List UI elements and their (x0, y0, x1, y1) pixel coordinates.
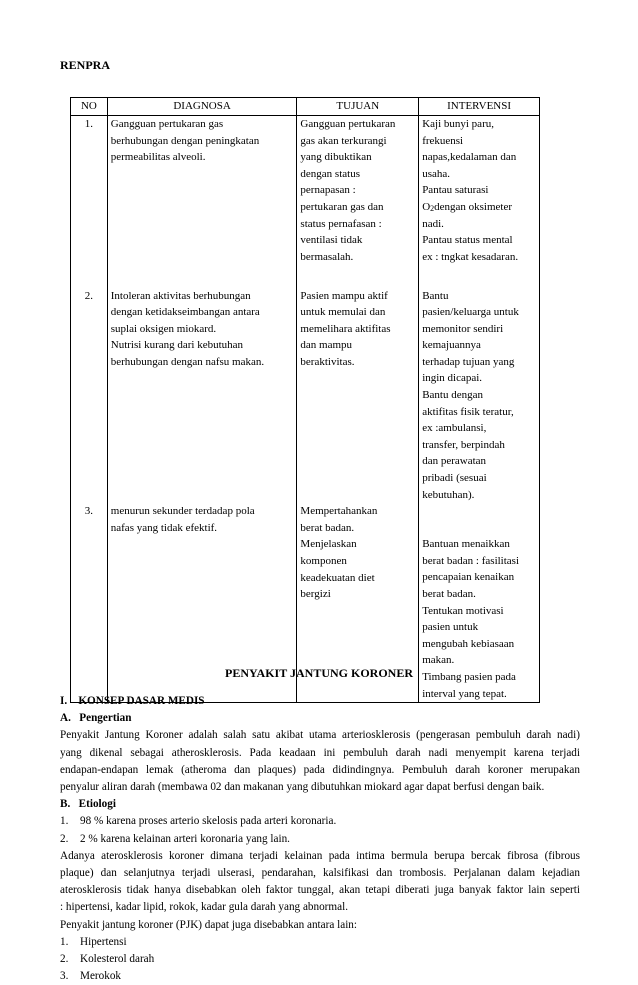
cell-line: bermasalah. (300, 250, 354, 263)
cell-line: ventilasi tidak (300, 234, 363, 247)
text-line: endapan-endapan lemak (atheroma dan plaques) pada didindingnya. Pembuluh darah koroner merupakan (60, 763, 580, 776)
list-text: 2 % karena kelainan arteri koronaria yang lain. (80, 832, 290, 845)
header-tujuan: TUJUAN (297, 98, 419, 116)
aterosklerosis-paragraph (60, 848, 580, 917)
list-number: 1. (60, 935, 69, 948)
cell-line: makan. (422, 654, 455, 667)
list-text: Hipertensi (80, 935, 127, 948)
list-number: 2. (60, 953, 69, 966)
cell-line: pernapasan : (300, 184, 356, 197)
cell-line: Timbang pasien pada (422, 670, 516, 683)
body-section (60, 693, 580, 985)
cell-line: Nutrisi kurang dari kebutuhan (110, 339, 244, 352)
list-number: 2. (60, 832, 69, 845)
text-line: Adanya aterosklerosis koroner dimana terjadi kelainan pada intima bermula berupa bercak fibrosa (fibrous (60, 849, 580, 862)
cell-line: Bantu dengan (422, 389, 483, 402)
cell-line: dan perawatan (422, 455, 487, 468)
cell-line: dengan status (300, 167, 360, 180)
cell-line: ex : tngkat kesadaran. (422, 250, 519, 263)
cell-line: Menjelaskan (300, 538, 357, 551)
list-number: 1. (60, 815, 69, 828)
cell-line: kemajuannya (422, 339, 481, 352)
cell-line: Gangguan pertukaran gas (110, 118, 224, 130)
table-header-row (71, 98, 540, 116)
cell-line: napas,kedalaman dan (422, 151, 517, 164)
cell-line: dengan ketidakseimbangan antara (110, 306, 260, 319)
renpra-title: RENPRA (60, 58, 110, 72)
cell-line: Mempertahankan (300, 505, 378, 518)
cell-line: pasien/keluarga untuk (422, 306, 519, 319)
text-line: yang dikenal sebagai atherosklerosis. Pada keadaan ini pembuluh darah nadi menyempit karena terjadi (60, 746, 580, 759)
cell-line: berhubungan dengan peningkatan (110, 134, 260, 147)
cell-line: Kaji bunyi paru, (422, 118, 494, 130)
cell-line: aktifitas fisik teratur, (422, 405, 514, 418)
tujuan-cell (297, 288, 419, 504)
diagnosa-cell (107, 116, 297, 288)
cell-line: Bantuan menaikkan (422, 538, 510, 551)
list-item (60, 831, 580, 848)
main-title: PENYAKIT JANTUNG KORONER (224, 666, 414, 680)
cell-line: kebutuhan). (422, 488, 475, 501)
cell-line: Pasien mampu aktif (300, 289, 388, 302)
cell-line: bergizi (300, 588, 331, 601)
cell-line: Tentukan motivasi (422, 604, 504, 617)
text-line: penyalur aliran darah (membawa 02 dan makanan yang dibutuhkan miokard agar dapat berfusi dengan baik. (60, 781, 545, 794)
row-number: 3. (71, 503, 108, 702)
cell-line: ingin dicapai. (422, 372, 483, 385)
pengertian-paragraph (60, 727, 580, 796)
cell-line: memonitor sendiri (422, 322, 504, 335)
cell-spacer (422, 503, 536, 536)
cell-line: pasien untuk (422, 621, 479, 634)
header-diagnosa: DIAGNOSA (107, 98, 297, 116)
intervensi-cell (419, 288, 540, 504)
cell-line: Bantu (422, 289, 449, 302)
cell-line: Gangguan pertukaran (300, 118, 396, 130)
cell-line: Intoleran aktivitas berhubungan (110, 289, 251, 302)
list-item (60, 968, 580, 985)
text-line: aterosklerosis tidak hanya disebabkan oleh faktor tunggal, akan tetapi diberati juga banyak faktor lain seperti (60, 884, 580, 897)
cell-line: terhadap tujuan yang (422, 355, 515, 368)
cell-line: frekuensi (422, 134, 464, 147)
text-line: : hipertensi, kadar lipid, rokok, kadar gula darah yang abnormal. (60, 901, 348, 914)
diagnosa-cell (107, 288, 297, 504)
header-intervensi: INTERVENSI (419, 98, 540, 116)
list-item (60, 951, 580, 968)
o2-line: $O_2dengan$ oksimeter (422, 200, 513, 213)
list-item (60, 934, 580, 951)
cell-line: komponen (300, 555, 347, 567)
cell-line: pencapaian kenaikan (422, 571, 515, 584)
cell-line: pribadi (sesuai (422, 472, 487, 485)
cell-line: menurun sekunder terdadap pola (110, 505, 255, 518)
cell-line: status pernafasan : (300, 217, 382, 230)
cell-line: transfer, berpindah (422, 438, 505, 451)
table-row (71, 116, 540, 288)
list-text: 98 % karena proses arterio skelosis pada arteri koronaria. (80, 815, 337, 828)
intervensi-cell (419, 116, 540, 288)
cell-line: nadi. (422, 217, 444, 230)
cell-line: suplai oksigen miokard. (110, 322, 217, 335)
tujuan-cell (297, 116, 419, 288)
cell-line: usaha. (422, 167, 450, 180)
cell-line: mengubah kebiasaan (422, 637, 515, 650)
row-number: 1. (71, 116, 108, 288)
table-row (71, 288, 540, 504)
cell-line: yang dibuktikan (300, 151, 372, 164)
text-line: plaque) dan selanjutnya terjadi ulserasi, pendarahan, kalsifikasi dan trombosis. Perjalanan dalam kejadian (60, 867, 580, 880)
cell-line: permeabilitas alveoli. (110, 151, 206, 164)
cell-line: berat badan. (422, 588, 476, 600)
row-number: 2. (71, 288, 108, 504)
cell-line: nafas yang tidak efektif. (110, 521, 218, 534)
cell-line: keadekuatan diet (300, 571, 375, 584)
cell-line: untuk memulai dan (300, 306, 386, 319)
list-text: Merokok (80, 970, 122, 983)
cell-line: berhubungan dengan nafsu makan. (110, 355, 265, 368)
cell-line: dan mampu (300, 339, 353, 352)
cell-line: memelihara aktifitas (300, 322, 391, 335)
list-text: Kolesterol darah (80, 953, 155, 966)
subsection-heading: B. Etiologi (60, 798, 116, 811)
text-line: Penyakit Jantung Koroner adalah salah satu akibat utama arteriosklerosis (pengerasan pembuluh darah nadi) (60, 729, 580, 742)
renpra-table (70, 97, 540, 703)
section-heading: I. KONSEP DASAR MEDIS (60, 695, 205, 707)
cell-line: Pantau saturasi (422, 184, 489, 197)
list-item (60, 813, 580, 830)
cell-line: berat badan. (300, 521, 355, 534)
list-number: 3. (60, 970, 69, 983)
cell-line: ex :ambulansi, (422, 422, 487, 435)
pjk-intro: Penyakit jantung koroner (PJK) dapat juga disebabkan antara lain: (60, 918, 358, 931)
cell-line: Pantau status mental (422, 234, 513, 247)
cell-line: pertukaran gas dan (300, 200, 384, 213)
subsection-heading: A. Pengertian (60, 712, 132, 725)
cell-line: gas akan terkurangi (300, 134, 387, 147)
cell-line: interval yang tepat. (422, 687, 507, 700)
cell-line: berat badan : fasilitasi (422, 554, 520, 567)
cell-line: beraktivitas. (300, 355, 355, 368)
header-no: NO (71, 98, 108, 116)
